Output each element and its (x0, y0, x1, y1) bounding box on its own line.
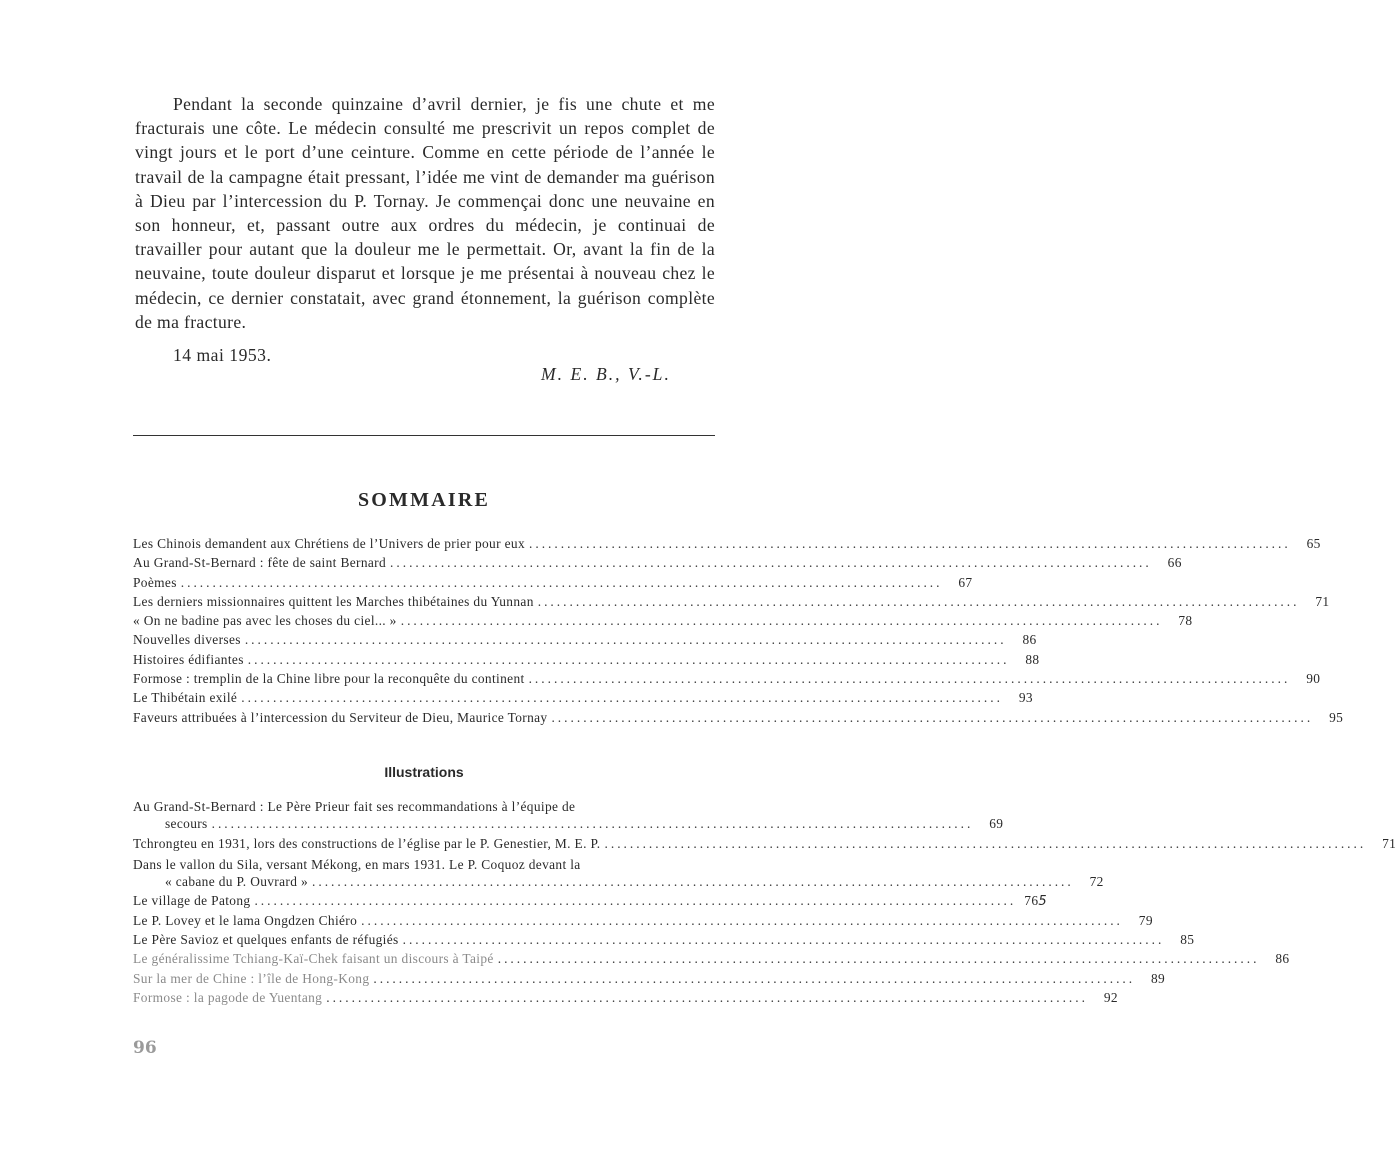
illustration-page: 86 (1275, 951, 1290, 967)
toc-label: Les derniers missionnaires quittent les Marches thibétaines du Yunnan (133, 593, 534, 609)
dot-leader: ........................................................................................................................ (244, 632, 1007, 648)
illustration-row (133, 835, 1396, 855)
dot-leader: ........................................................................................................................ (254, 893, 1017, 909)
illustration-row (133, 912, 1153, 932)
toc-page: 86 (1022, 632, 1037, 648)
toc-label: Poèmes (133, 574, 177, 590)
illustration-label: Sur la mer de Chine : l’île de Hong-Kong (133, 970, 370, 986)
dot-leader: ........................................................................................................................ (497, 951, 1260, 967)
printed-page-number: 76 (1024, 893, 1039, 909)
toc-label: Faveurs attribuées à l’intercession du Serviteur de Dieu, Maurice Tornay (133, 709, 548, 725)
toc-row (133, 690, 1033, 709)
illustration-page: 69 (989, 816, 1004, 832)
illustration-row (133, 932, 1195, 951)
dot-leader: ........................................................................................................................ (537, 593, 1300, 609)
illustration-page: 85 (1180, 932, 1195, 948)
handwritten-correction: 5 (1038, 894, 1047, 910)
toc-row (133, 709, 1344, 729)
dot-leader: ........................................................................................................................ (211, 816, 974, 832)
dot-leader: ........................................................................................................................ (373, 970, 1136, 986)
illustration-label: Le P. Lovey et le lama Ongdzen Chiéro (133, 912, 358, 928)
illustration-row (133, 951, 1290, 970)
toc-label: Nouvelles diverses (133, 632, 241, 648)
toc-label: Le Thibétain exilé (133, 690, 238, 706)
testimony-paragraph: Pendant la seconde quinzaine d’avril dernier, je fis une chute et me fracturais une côte. Le médecin consulté me prescrivit un repos complet de vingt jours et le port d’une ceinture. Comme en cette période de l’année le travail de la campagne était pressant, l’idée me vint de demander ma guérison à Dieu par l’intercession du P. Tornay. Je commençai donc une neuvaine en son honneur, et, passant outre aux ordres du médecin, je continuai de travailler pour autant que la douleur me le permettait. Or, avant la fin de la neuvaine, toute douleur disparut et lorsque je me présentai à nouveau chez le médecin, ce dernier constatait, avec grand étonnement, la guérison complète de ma fracture. (135, 94, 715, 332)
dot-leader: ........................................................................................................................ (390, 555, 1152, 571)
toc-label: Au Grand-St-Bernard : fête de saint Bernard (133, 555, 387, 571)
dot-leader: ........................................................................................................................ (326, 989, 1088, 1005)
dot-leader: ........................................................................................................................ (312, 874, 1074, 890)
toc-row (133, 632, 1037, 651)
sommaire-list (133, 536, 1344, 729)
toc-page: 71 (1315, 593, 1330, 609)
illustration-label: Le village de Patong (133, 893, 251, 909)
illustrations-heading: Illustrations (384, 764, 464, 780)
illustration-row (133, 816, 1004, 835)
illustration-label: Formose : la pagode de Yuentang (133, 989, 323, 1005)
toc-page: 78 (1178, 613, 1193, 629)
illustration-page: 71 (1382, 835, 1396, 851)
section-divider (133, 435, 715, 436)
toc-row (133, 574, 973, 594)
illustration-page (1016, 893, 1046, 909)
toc-row (133, 651, 1040, 671)
toc-label: Formose : tremplin de la Chine libre pour la reconquête du continent (133, 671, 525, 687)
illustration-row (133, 893, 1047, 912)
toc-page: 90 (1306, 671, 1321, 687)
dot-leader: ........................................................................................................................ (241, 690, 1003, 706)
toc-page: 66 (1167, 555, 1182, 571)
illustration-page: 89 (1151, 970, 1166, 986)
illustration-row-line1 (133, 855, 715, 874)
dot-leader: ........................................................................................................................ (400, 613, 1163, 629)
illustration-row (133, 970, 1166, 990)
testimony-text (135, 92, 715, 334)
dot-leader: ........................................................................................................................ (402, 932, 1165, 948)
toc-page: 88 (1025, 651, 1040, 667)
dot-leader: ........................................................................................................................ (551, 709, 1314, 725)
toc-label: Histoires édifiantes (133, 651, 244, 667)
dot-leader: ........................................................................................................................ (180, 574, 943, 590)
illustration-label: Au Grand-St-Bernard : Le Père Prieur fait ses recommandations à l’équipe de (133, 799, 576, 814)
toc-label: Les Chinois demandent aux Chrétiens de l’Univers de prier pour eux (133, 536, 525, 551)
illustration-label-cont: secours (165, 816, 208, 832)
dot-leader: ........................................................................................................................ (604, 835, 1367, 851)
testimony-date: 14 mai 1953. (173, 345, 272, 365)
illustration-label: Tchrongteu en 1931, lors des constructions de l’église par le P. Genestier, M. E. P. (133, 835, 601, 851)
toc-page: 67 (958, 574, 973, 590)
illustration-page: 72 (1089, 874, 1104, 890)
illustration-page: 79 (1138, 912, 1153, 928)
dot-leader: ........................................................................................................................ (528, 671, 1291, 687)
page-number: 96 (133, 1038, 157, 1058)
dot-leader: ........................................................................................................................ (361, 912, 1123, 928)
illustration-label: Dans le vallon du Sila, versant Mékong, en mars 1931. Le P. Coquoz devant la (133, 856, 581, 872)
toc-page: 93 (1018, 690, 1033, 706)
illustration-row-line1 (133, 797, 715, 816)
illustration-page: 92 (1103, 989, 1118, 1005)
toc-label: « On ne badine pas avec les choses du ciel... » (133, 613, 397, 629)
illustration-label: Le généralissime Tchiang-Kaï-Chek faisant un discours à Taipé (133, 951, 494, 967)
toc-row (133, 613, 1193, 632)
toc-row (133, 536, 1321, 555)
toc-row (133, 555, 1182, 574)
sommaire-heading: SOMMAIRE (357, 489, 491, 511)
illustration-label-cont: « cabane du P. Ouvrard » (165, 874, 309, 890)
toc-row (133, 593, 1330, 613)
testimony-signature: M. E. B., V.-L. (541, 364, 671, 384)
toc-page: 65 (1306, 536, 1321, 551)
dot-leader: ........................................................................................................................ (529, 536, 1291, 551)
toc-page: 95 (1329, 709, 1344, 725)
illustrations-list (133, 797, 1396, 1009)
toc-row (133, 671, 1321, 690)
illustration-row (133, 989, 1118, 1009)
dot-leader: ........................................................................................................................ (247, 651, 1010, 667)
illustration-label: Le Père Savioz et quelques enfants de réfugiés (133, 932, 399, 948)
illustration-row (133, 874, 1104, 893)
